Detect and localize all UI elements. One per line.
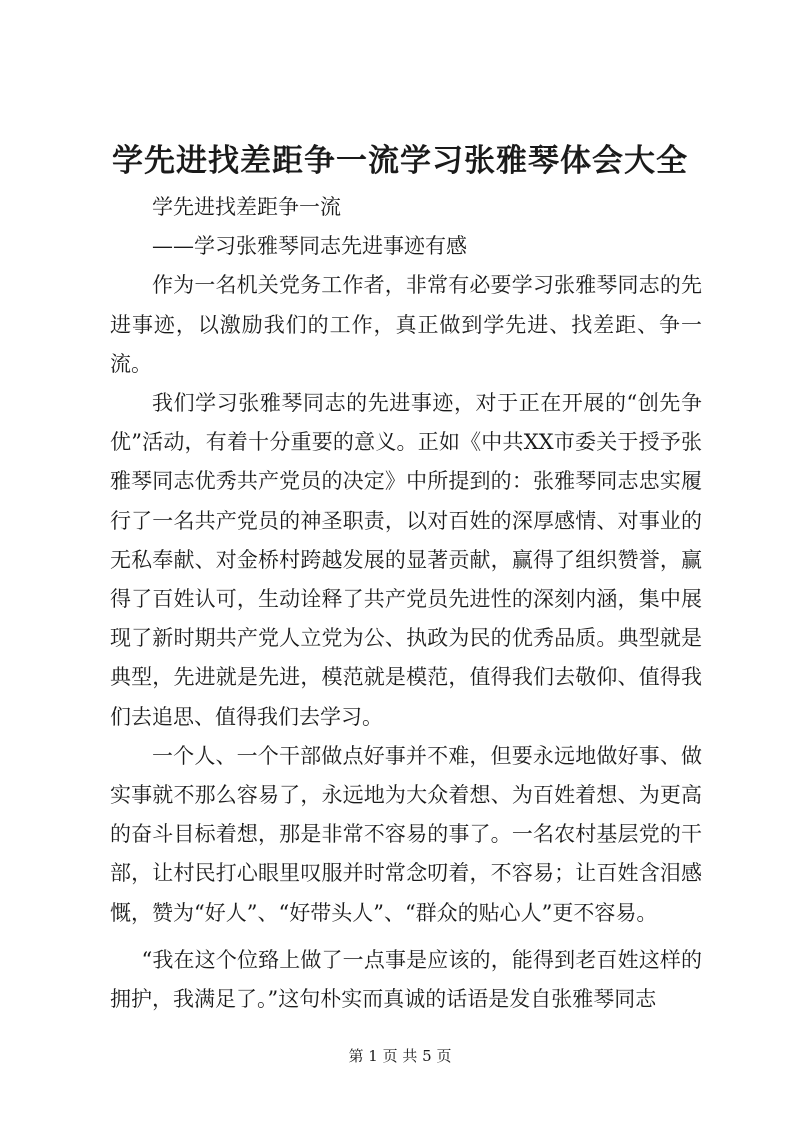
document-title: 学先进找差距争一流学习张雅琴体会大全 (112, 143, 688, 179)
document-body (110, 188, 702, 1019)
paragraph: 一个人、一个干部做点好事并不难，但要永远地做好事、做实事就不那么容易了，永远地为大众着想、为百姓着想、为更高的奋斗目标着想，那是非常不容易的事了。一名农村基层党的干部，让村民打心眼里叹服并时常念叨着，不容易；让百姓含泪感慨，赞为“好人”、“好带头人”、“群众的贴心人”更不容易。 (110, 743, 702, 925)
subtitle-byline: ——学习张雅琴同志先进事迹有感 (152, 234, 467, 259)
paragraph: 作为一名机关党务工作者，非常有必要学习张雅琴同志的先进事迹，以激励我们的工作，真正做到学先进、找差距、争一流。 (110, 273, 702, 376)
page-footer: 第 1 页 共 5 页 (348, 1047, 452, 1065)
paragraph: “我在这个位臵上做了一点事是应该的，能得到老百姓这样的拥护，我满足了。”这句朴实而真诚的话语是发自张雅琴同志 (110, 947, 702, 1012)
subtitle: 学先进找差距争一流 (152, 195, 341, 219)
paragraph: 我们学习张雅琴同志的先进事迹，对于正在开展的“创先争优”活动，有着十分重要的意义。正如《中共XX市委关于授予张雅琴同志优秀共产党员的决定》中所提到的：张雅琴同志忠实履行了一名共产党员的神圣职责，以对百姓的深厚感情、对事业的无私奉献、对金桥村跨越发展的显著贡献，赢得了组织赞誉，赢得了百姓认可，生动诠释了共产党员先进性的深刻内涵，集中展现了新时期共产党人立党为公、执政为民的优秀品质。典型就是典型，先进就是先进，模范就是模范，值得我们去敬仰、值得我们去追思、值得我们去学习。 (110, 391, 702, 729)
